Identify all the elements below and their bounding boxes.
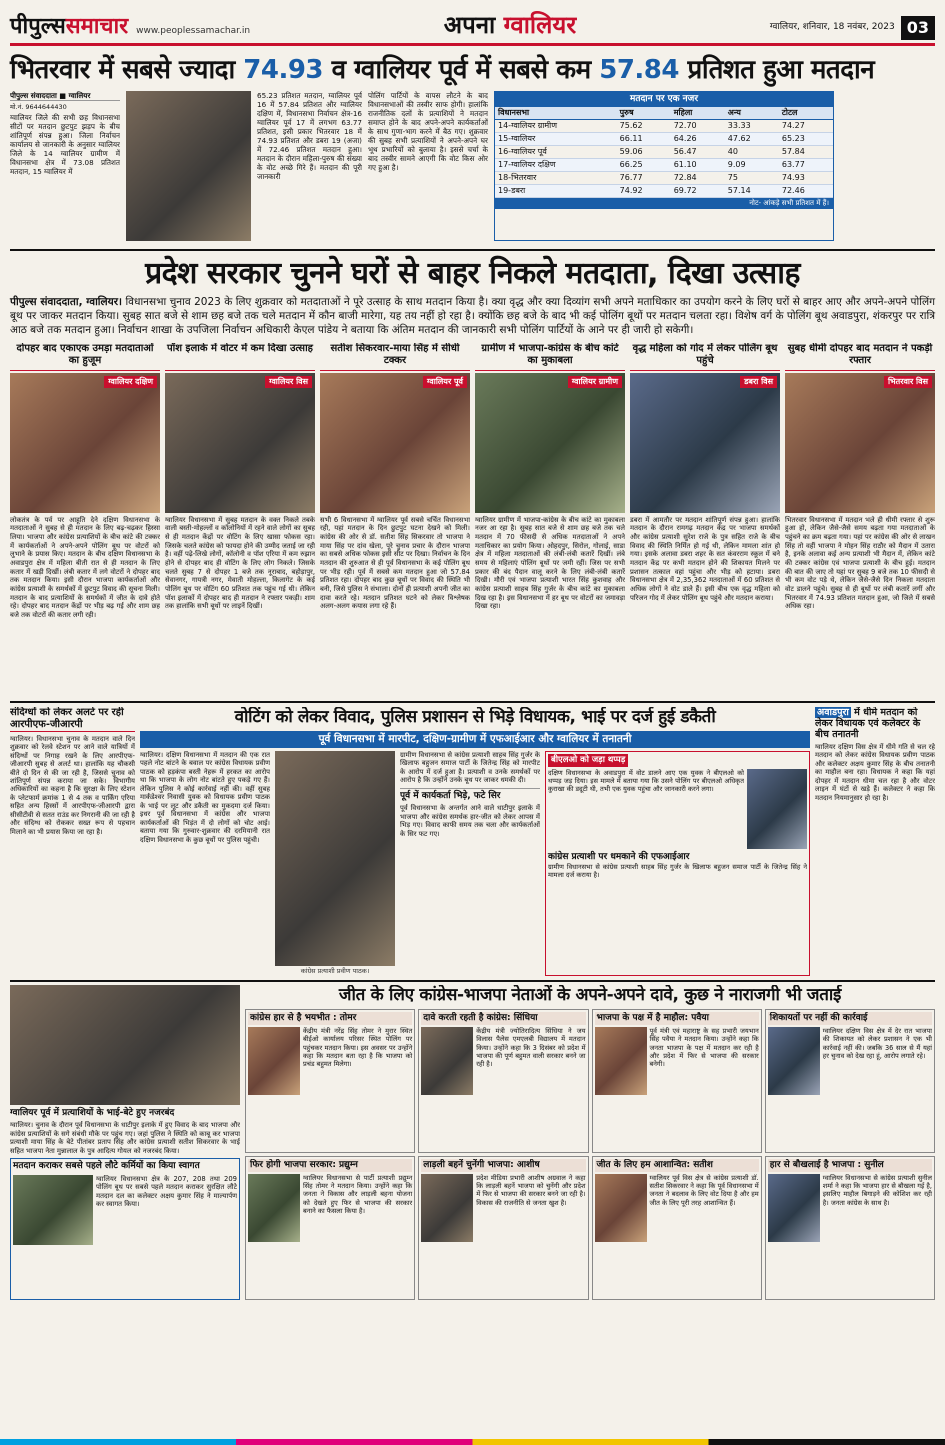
story-gwalior (165, 343, 315, 697)
table-cell: 74.92 (617, 184, 671, 197)
table-cell: 75 (725, 171, 779, 184)
story-tag: ग्वालियर विस (265, 376, 312, 388)
claim-title: लाड़ली बहनें चुनेंगी भाजपा: आशीष (421, 1159, 585, 1172)
claim-text: ग्वालियर पूर्व विस क्षेत्र से कांग्रेस प्रत्याशी डॉ. सतीश सिकरवार ने कहा कि पूर्व विधानसभा में जनता ने बदलाव के लिए वोट दिया है और हम जीत के लिए पूरी तरह आशान्वित हैं। (649, 1173, 759, 1207)
dispute-col1-text: ग्वालियर। दक्षिण विधानसभा में मतदान की एक रात पहले नोट बांटने के बवाल पर कांग्रेस विधायक प्रवीण पाठक को हड़कंपा बस्ती नेहरू में हरकत का आरोप था कि भाजपा के लोग नोट बांटते हुए पकड़े गए हैं। लेकिन पुलिस ने कोई कार्रवाई नहीं की। वहीं सुबह मार्कंडेश्वर निवासी युवक को विधायक प्रवीण पाठक के भाई पर लूट और डकैती का मुकदमा दर्ज किया। इधर पूर्व विधानसभा में कांग्रेस और भाजपा कार्यकर्ताओं की भिड़ंत में दो लोगों को चोट आई। बताया गया कि गुरुवार-शुक्रवार की दरमियानी रात दक्षिण विधानसभा के कुछ बूथों पर पुलिस पहुंची। (140, 750, 270, 844)
main-headline: प्रदेश सरकार चुनने घरों से बाहर निकले मतदाता, दिखा उत्साह (10, 249, 935, 293)
awadpura-place: अवाडपुरा (817, 706, 849, 718)
table-cell: 56.47 (671, 145, 725, 158)
claim-cell (592, 1156, 762, 1300)
claim-cell (592, 1009, 762, 1153)
story-photo (630, 373, 780, 513)
table-row (495, 171, 833, 184)
claims-grid (245, 1009, 935, 1300)
story-tag: डबरा विस (740, 376, 777, 388)
table-cell: 66.11 (617, 132, 671, 145)
table-cell: 9.09 (725, 158, 779, 171)
claim-cell (245, 1009, 415, 1153)
vote-table-header: महिला (671, 107, 725, 120)
story-title: पॉश इलाके में वोटर में कम दिखा उत्साह (165, 343, 315, 371)
vote-table-header: अन्य (725, 107, 779, 120)
main-intro (10, 296, 935, 338)
lead-section (10, 91, 935, 241)
rpf-story (10, 707, 135, 976)
story-photo (165, 373, 315, 513)
table-cell: 15-ग्वालियर (495, 132, 617, 145)
story-title: ग्रामीण में भाजपा-कांग्रेस के बीच कांटे का मुकाबला (475, 343, 625, 371)
detention-photo (10, 985, 240, 1105)
table-cell: 72.46 (779, 184, 833, 197)
claim-title: शिकायतों पर नहीं की कार्रवाई (768, 1012, 932, 1025)
dispute-body (140, 751, 810, 976)
dispute-section (10, 701, 935, 976)
brand-url[interactable]: www.peoplessamachar.in (136, 25, 251, 36)
table-cell: 76.77 (617, 171, 671, 184)
table-row (495, 119, 833, 132)
awadpura-title (815, 707, 935, 741)
blo-slap-row (548, 769, 807, 849)
lead-col-1 (10, 91, 120, 241)
table-cell: 66.25 (617, 158, 671, 171)
table-cell: 72.70 (671, 119, 725, 132)
table-cell: 64.26 (671, 132, 725, 145)
claims-section (10, 980, 935, 1300)
welcome-text: ग्वालियर विधानसभा क्षेत्र के 207, 208 तथा 209 पोलिंग बूथ पर सबसे पहले मतदान कराकर सुरक्षित लौटे मतदान दल का कलेक्टर अक्षय कुमार सिंह ने माल्यार्पण कर स्वागत किया। (96, 1174, 237, 1209)
vote-table-grid (495, 107, 833, 198)
story-title: वृद्ध महिला को गोद में लेकर पोलिंग बूथ पहुंचे (630, 343, 780, 371)
main-intro-byline: पीपुल्स संवाददाता, ग्वालियर। (10, 296, 123, 308)
table-cell: 59.06 (617, 145, 671, 158)
table-cell: 63.77 (779, 158, 833, 171)
date-text: ग्वालियर, शनिवार, 18 नवंबर, 2023 (769, 22, 895, 33)
story-photo (10, 373, 160, 513)
claim-photo (248, 1027, 300, 1095)
claim-cell (418, 1009, 588, 1153)
blo-slap-box (545, 751, 810, 976)
story-title: सुबह धीमी दोपहर बाद मतदान ने पकड़ी रफ्तार (785, 343, 935, 371)
detention-caption: ग्वालियर पूर्व में प्रत्याशियों के भाई-बेटे हुए नजरबंद (10, 1107, 175, 1118)
welcome-photo (13, 1175, 93, 1245)
story-gwalior-east (320, 343, 470, 697)
story-tag: ग्वालियर ग्रामीण (568, 376, 622, 388)
claim-photo (595, 1174, 647, 1242)
claim-cell (245, 1156, 415, 1300)
dispute-story (140, 707, 810, 976)
welcome-row (13, 1175, 237, 1245)
dispute-banner: पूर्व विधानसभा में मारपीट, दक्षिण-ग्रामीण में एफआईआर और ग्वालियर में तनातनी (140, 731, 810, 748)
claim-title: फिर होगी भाजपा सरकार: प्रद्युम्न (248, 1159, 412, 1172)
dispute-col3 (400, 751, 540, 976)
story-tag: ग्वालियर पूर्व (423, 376, 467, 388)
claim-text: प्रदेश मीडिया प्रभारी आशीष अग्रवाल ने कहा कि लाड़ली बहनें भाजपा को चुनेंगी और प्रदेश में फिर से भाजपा की सरकार बनने जा रही है। विकास की राजनीति से जनता खुश है। (476, 1173, 586, 1207)
lead-photo (126, 91, 251, 241)
vote-table-header: टोटल (779, 107, 833, 120)
story-photo (475, 373, 625, 513)
claim-title: हार से बौखलाई है भाजपा : सुनील (768, 1159, 932, 1172)
claim-photo (768, 1174, 820, 1242)
claim-photo (421, 1027, 473, 1095)
vote-table-header: पुरुष (617, 107, 671, 120)
claim-text: ग्वालियर विधानसभा से पार्टी प्रत्याशी प्रद्युम्न सिंह तोमर ने मतदान किया। उन्होंने कहा कि जनता ने विकास और लाड़ली बहना योजना को देखते हुए फिर से भाजपा की सरकार बनाने का फैसला किया है। (303, 1173, 413, 1215)
brand-left: पीपुल्स (10, 12, 66, 39)
dateline (770, 16, 935, 40)
story-gwalior-south (10, 343, 160, 697)
detention-text: ग्वालियर। चुनाव के दौरान पूर्व विधानसभा के धाटीपुर इलाके में हुए विवाद के बाद भाजपा और कांग्रेस प्रत्याशियों के सगे संबंधी मौके पर पहुंच गए। जहां पुलिस ने स्थिति को काबू कर भाजपा प्रत्याशी माया सिंह के बेटे पीतांबर प्रताप सिंह और कांग्रेस प्रत्याशी सतीश सिकरवार के भाई सहित भाजपा नेता मुन्नालाल के पुत्र आदित्य गोयल को नजरबंद किया। (10, 1121, 240, 1155)
table-cell: 72.84 (671, 171, 725, 184)
claim-text: ग्वालियर विधानसभा से कांग्रेस प्रत्याशी सुनील शर्मा ने कहा कि भाजपा हार से बौखला गई है, इसलिए माहौल बिगाड़ने की कोशिश कर रही है। जनता कांग्रेस के साथ है। (822, 1173, 932, 1207)
lead-head-part1: भितरवार में सबसे ज्यादा (10, 55, 235, 85)
section-title (444, 10, 576, 40)
constituency-stories (10, 343, 935, 697)
brand-right: समाचार (65, 12, 129, 39)
fir-text: ग्रामीण विधानसभा से कांग्रेस प्रत्याशी साहब सिंह गुर्जर के खिलाफ बहुजन समाज पार्टी के जितेन्द्र सिंह ने मामला दर्ज कराया है। (548, 862, 807, 880)
table-row (495, 184, 833, 197)
lead-head-part3: प्रतिशत हुआ मतदान (687, 55, 875, 85)
story-title: सतीश सिकरवार-माया सिंह में सीधी टक्कर (320, 343, 470, 371)
table-row (495, 158, 833, 171)
story-text: डबरा में आमतौर पर मतदान शांतिपूर्ण संपन्न हुआ। हालांकि मतदान के दौरान रामगढ़ मतदान केंद्र पर भाजपा समर्थकों और कांग्रेस प्रत्याशी सुरेश राजे के पुत्र सहित राजे के बीच विवाद की स्थिति निर्मित हो गई थी, लेकिन मामला शांत हो गया। इसके अलावा डबरा शहर के सत कंवरराम स्कूल में बने मतदान केंद्र पर कभी मतदान होने की शिकायत मिलने पर प्रशासन तत्काल वहां पहुंचा और भीड़ को हटाया। डबरा विधानसभा क्षेत्र में 2,35,362 मतदाताओं में 60 प्रतिशत से अधिक लोगों ने वोट डाले हैं। इसी बीच एक वृद्ध महिला को परिजन गोद में लेकर पोलिंग बूथ पहुंचे और मतदान कराया। (630, 515, 780, 602)
brand-logo[interactable] (10, 13, 128, 41)
dispute-col3-subhead: पूर्व में कार्यकर्ता भिड़े, फटे सिर (400, 788, 540, 802)
vote-table-header-row (495, 107, 833, 120)
dispute-headline: वोटिंग को लेकर विवाद, पुलिस प्रशासन से भिड़े विधायक, भाई पर दर्ज हुई डकैती (234, 706, 716, 727)
table-cell: 65.23 (779, 132, 833, 145)
story-text: लोकतंत्र के पर्व पर आहूति देने दक्षिण विधानसभा के मतदाताओं ने सुबह से ही मतदान के लिए बढ़-चढ़कर हिस्सा लिया। भाजपा और कांग्रेस प्रत्याशियों के बीच कांटे की टक्कर में कार्यकर्ताओं ने अपने-अपने पोलिंग बूथ पर वोटरों को लुभाने के प्रयास किए। मतदान के बीच दक्षिण विधानसभा के अवाडपुरा क्षेत्र में महिला बीती रात से ही मतदान के लिए कतार में खड़ी दिखीं। लंबी कतार में लगे वोटरों ने दोपहर बाद तक मतदान किया। इसी दौरान भाजपा कार्यकर्ताओं और कांग्रेस प्रत्याशी के समर्थकों में छुटपुट विवाद की सूचना मिली। मतदान के बाद प्रत्याशियों के समर्थकों में जीत के दावे होते रहे। दोपहर बाद मतदान केंद्रों पर भीड़ बढ़ गई और शाम छह बजे तक वोटरों की कतार लगी रही। (10, 515, 160, 620)
lead-col3-text: पोलिंग पार्टियों के वापस लौटने के बाद विधानसभाओं की तस्वीर साफ होगी। हालांकि राजनीतिक दलों के प्रत्याशियों ने मतदान समाप्त होने के बाद अपने-अपने कार्यकर्ताओं के साथ गुणा-भाग करने में बैठ गए। शुक्रवार की सुबह सभी प्रत्याशियों ने अपने-अपने घर भूथ प्रभारियों को बुलाया है। इससे चर्चा के बाद तस्वीर सामने आएगी कि वोट किस ओर गए हुआ है। (368, 90, 488, 172)
dispute-col3-text: ग्रामीण विधानसभा से कांग्रेस प्रत्याशी साहब सिंह गुर्जर के खिलाफ बहुजन समाज पार्टी के जितेन्द्र सिंह को मारपीट के आरोप में दर्ज हुआ है। प्रत्याशी व उनके समर्थकों पर आरोप है कि उन्होंने उनके बूथ पर जाकर धमकी दी। (400, 750, 540, 785)
lead-head-part2: व ग्वालियर पूर्व में सबसे कम (331, 55, 591, 85)
claim-text: पूर्व मंत्री एवं महाराष्ट्र के सह प्रभारी जयभान सिंह पवैया ने मतदान किया। उन्होंने कहा कि जनता भाजपा के पक्ष में मतदान कर रही है और प्रदेश में फिर से भाजपा की सरकार बनेगी। (649, 1027, 759, 1069)
table-row (495, 145, 833, 158)
table-cell: 57.84 (779, 145, 833, 158)
vote-table-title: मतदान पर एक नजर (495, 92, 833, 107)
story-text: ग्वालियर ग्रामीण में भाजपा-कांग्रेस के बीच कांटे का मुकाबला नजर आ रहा है। सुबह सात बजे से शाम छह बजे तक चले मतदान में 70 फीसदी से अधिक मतदाताओं ने अपने मताधिकार का प्रयोग किया। ओहदपुर, सिरोल, गोलाई, साडा क्षेत्र में महिला मतदाताओं की लंबी-लंबी कतारें दिखीं। लंबे समय से महिलाएं पोलिंग बूथों पर जमी रहीं। जिस पर सभी प्रकार की बंद पैदान वालू करने के लिए लंबी-लंबी कतारें दिखी। मौरी एवं भाजपा प्रत्याशी भारत सिंह कुशवाह और कांग्रेस प्रत्याशी साहब सिंह गुर्जर के बीच कांटे का मुकाबला दिख रहा है। इस विधानसभा में हर बूथ पर वोटरों का जमावड़ा दिखा रहा। (475, 515, 625, 611)
blo-slap-photo (747, 769, 807, 849)
blo-slap-text: दक्षिण विधानसभा के अवाडपुरा में वोट डालने आए एक युवक ने बीएलओ को थप्पड़ जड़ दिया। इस मामले में बताया गया कि उसने पोलिंग पर बीएलओ अधिकृत कुराखा की ड्यूटी थी, तभी एक युवक पहुंचा और जानकारी करने लगा। (548, 768, 744, 794)
story-text: ग्वालियर विधानसभा में सुबह मतदान के वक्त निकले तबके वाली बस्ती-मोहल्लों व कॉलोनियों में रहने वाले लोगों का सुबह से ही मतदान केंद्रों पर वोटिंग के लिए खासा फोकस रहा। जिसके चलते कांग्रेस को फायदा होने की उम्मीद जताई जा रही है। वहीं पढ़े-लिखे लोगों, कॉलोनी व पॉश एरिया में कम रुझान होने से दोपहर बाद ही वोटिंग के लिए लोग निकले। जिसके चलते सुबह 7 से दोपहर 1 बजे तक नूराबाद, बहोड़ापुर, सेवानगर, गायत्री नगर, मेवाती मोहल्ला, किलागेट के कई पोलिंग बूथ पर वोटिंग 60 प्रतिशत तक पहुंच गई थी। लेकिन पॉश इलाकों में दोपहर बाद ही मतदान ने रफ्तार पकड़ी। शाम तक हालांकि सभी बूथों पर लाइनें दिखीं। (165, 515, 315, 611)
awadpura-title-text: में धीमे मतदान को लेकर विधायक एवं कलेक्टर के बीच तनातनी (815, 706, 921, 741)
claim-text: केंद्रीय मंत्री ज्योतिरादित्य सिंधिया ने जय विलास पैलेस एमएलबी विद्यालय में मतदान किया। उन्होंने कहा कि 3 दिसंबर को प्रदेश में भाजपा की पूर्ण बहुमत वाली सरकार बनने जा रही है। (476, 1027, 586, 1069)
table-cell: 40 (725, 145, 779, 158)
story-text: भितरवार विधानसभा में मतदान भले ही धीमी रफ्तार से शुरू हुआ हो, लेकिन जैसे-जैसे समय बढ़ता गया मतदाताओं के पहुंचने का क्रम बढ़ता गया। यहां पर कांग्रेस की ओर से लाखन सिंह तो वहीं भाजपा ने मोहन सिंह राठौर को मैदान में उतारा है, इनके अलावा कई अन्य प्रत्याशी भी मैदान में, लेकिन कांटे की टक्कर कांग्रेस एवं भाजपा प्रत्याशी के बीच हुई। मतदान की बात की जाए तो यहां पर सुबह 9 बजे तक 10 फीसदी से भी कम वोट पड़े थे, लेकिन जैसे-जैसे दिन निकला मतदाता वोट डालने पहुंचे। सुबह से ही बूथों पर लंबी कतारें लगीं और भितरवार में 74.93 प्रतिशत मतदान हुआ, जो जिले में सबसे अधिक रहा। (785, 515, 935, 611)
claim-photo (595, 1027, 647, 1095)
table-row (495, 132, 833, 145)
fir-subhead: कांग्रेस प्रत्याशी पर धमकाने की एफआईआर (548, 851, 690, 862)
main-intro-text: विधानसभा चुनाव 2023 के लिए शुक्रवार को मतदाताओं ने पूरे उत्साह के साथ मतदान किया है। क्या वृद्ध और क्या दिव्यांग सभी अपने मताधिकार का उपयोग करने के लिए घरों से बाहर आए और अपने-अपने पोलिंग बूथ पर जाकर मतदान किया। सुबह सात बजे से शाम छह बजे तक चले मतदान में कौन बाजी मारेगा, यह तय नहीं हो रहा है। क्योंकि छह बजे के बाद भी कई पोलिंग बूथों पर मतदान चलता रहा। विशेष वर्ग के पोलिंग बूथ अवाडपुरा, शंकरपुर पर रात्रि आठ बजे तक मतदान हुआ। निर्वाचन शाखा के उपजिला निर्वाचन अधिकारी केएल पांडेय ने बताया कि अंतिम मतदान की जानकारी सभी पोलिंग पार्टियों के आने पर ही जारी हो सकेगी। (10, 296, 935, 336)
story-bhitarwar (785, 343, 935, 697)
claim-text: ग्वालियर दक्षिण विस क्षेत्र में देर रात भाजपा की शिकायत को लेकर प्रशासन ने एक भी कार्रवाई नहीं की। जबकि 36 साल से मैं यहां हर चुनाव को देख रहा हूं, आरोप लगाते रहे। (822, 1027, 932, 1060)
dispute-photo (275, 751, 395, 966)
table-cell: 16-ग्वालियर पूर्व (495, 145, 617, 158)
claims-main (245, 985, 935, 1300)
masthead (10, 6, 935, 46)
claim-cell (765, 1156, 935, 1300)
awadpura-text: ग्वालियर दक्षिण विस क्षेत्र में धीमे गति से चल रहे मतदान को लेकर कांग्रेस विधायक प्रवीण पाठक और कलेक्टर अक्षय कुमार सिंह के बीच तनातनी का माहौल बना रहा। विधायक ने कहा कि यहां दोपहर में मतदान धीमा चल रहा है और वोटर लाइन में घंटों से खड़े हैं। कलेक्टर ने कहा कि मतदान नियमानुसार हो रहा है। (815, 742, 935, 802)
table-cell: 18-भितरवार (495, 171, 617, 184)
welcome-box (10, 1158, 240, 1299)
dispute-col3-text2: पूर्व विधानसभा के अन्तर्गत आने वाले धाटीपुर इलाके में भाजपा और कांग्रेस समर्थक हार-जीत को लेकर आपस में भिड़ गए। विवाद काफी समय तक चला और कार्यकर्ताओं के सिर फट गए। (400, 804, 540, 838)
dispute-photo-caption: कांग्रेस प्रत्याशी प्रवीण पाठक। (300, 966, 370, 975)
lead-byline: पीपुल्स संवाददाता ■ ग्वालियर (10, 91, 120, 101)
story-tag: भितरवार विस (884, 376, 932, 388)
table-cell: 61.10 (671, 158, 725, 171)
blo-slap-tag: बीएलओ को जड़ा थप्पड़ (548, 754, 628, 767)
claim-photo (421, 1174, 473, 1242)
welcome-title: मतदान कराकर सबसे पहले लौटे कर्मियों का किया स्वागत (13, 1161, 200, 1172)
claim-title: जीत के लिए हम आशान्वित: सतीश (595, 1159, 759, 1172)
story-text: सभी 6 विधानसभा में ग्वालियर पूर्व सबसे चर्चित विधानसभा रही, यहां मतदान के दिन छुटपुट घटना देखने को मिली। कांग्रेस की ओर से डॉ. सतीश सिंह सिकरवार तो भाजपा ने माया सिंह पर दांव खेला, पूरे चुनाव प्रचार के दौरान भाजपा का सबसे अधिक फोकस इसी सीट पर दिखा। निर्वाचन के दिन मतदान की शुरुआत से ही पूर्व विधानसभा के कई पोलिंग बूथ पर भीड़ रही। पूर्व में सबसे कम मतदान हुआ जो 57.84 प्रतिशत रहा। दोपहर बाद कुछ बूथों पर विवाद की स्थिति भी बनी, जिसे पुलिस ने संभाला। दोनों ही प्रत्याशी अपनी जीत का दावा करते रहे। मतदान प्रतिशत घटने को लेकर विश्लेषक अलग-अलग कयास लगा रहे हैं। (320, 515, 470, 611)
lead-head-num2: 57.84 (599, 55, 679, 85)
story-photo (785, 373, 935, 513)
story-photo (320, 373, 470, 513)
claim-title: दावे करती रहती है कांग्रेस: सिंधिया (421, 1012, 585, 1025)
table-cell: 14-ग्वालियर ग्रामीण (495, 119, 617, 132)
lead-headline (10, 54, 935, 87)
table-cell: 69.72 (671, 184, 725, 197)
table-cell: 74.93 (779, 171, 833, 184)
claim-title: भाजपा के पक्ष में है माहौल: पवैया (595, 1012, 759, 1025)
table-cell: 57.14 (725, 184, 779, 197)
claim-cell (765, 1009, 935, 1153)
claims-headline: जीत के लिए कांग्रेस-भाजपा नेताओं के अपने-अपने दावे, कुछ ने नाराजगी भी जताई (338, 984, 842, 1005)
rpf-story-text: ग्वालियर। विधानसभा चुनाव के मतदान वाले दिन शुक्रवार को रेलवे स्टेशन पर आने वाले यात्रियों में संदिग्धों पर निगाह रखने के लिए आरपीएफ-जीआरपी सुबह से अलर्ट था। हालांकि यह चौकसी बीते दो दिन से की जा रही है, जिससे चुनाव को शांतिपूर्ण संपन्न कराया जा सके। विभागीय अधिकारियों का कहना है कि सुरक्षा के लिए स्टेशन के प्लेटफार्म क्रमांक 1 से 4 तक व पार्किंग एरिया सहित अन्य हिस्सों में आरपीएफ-जीआरपी द्वारा सीसीटीवी से सतत राउंड कर निगरानी की जा रही है और संदिग्ध को रोककर सख्त रूप से पहचान मिलाने का भी प्रयास किया जा रहा है। (10, 734, 135, 836)
lead-head-num1: 74.93 (243, 55, 324, 85)
lead-contact: मो.नं. 9644644430 (10, 102, 67, 111)
claim-photo (248, 1174, 300, 1242)
detention-story (10, 985, 240, 1300)
claim-cell (418, 1156, 588, 1300)
table-cell: 47.62 (725, 132, 779, 145)
lead-col2-text: 65.23 प्रतिशत मतदान, ग्वालियर पूर्व 16 में 57.84 प्रतिशत और ग्वालियर दक्षिण में, विधानसभा निर्वाचन क्षेत्र-16 ग्वालियर पूर्व 17 में लगभग 63.77 प्रतिशत, इसी प्रकार भितरवार 18 में 74.93 प्रतिशत और डबरा 19 (अजा) में 72.46 प्रतिशत मतदान हुआ। मतदान के दौरान महिला-पुरुष की संख्या के वोट अच्छे गिरे हैं। मतदान की पूरी जानकारी (257, 90, 362, 181)
story-dabra (630, 343, 780, 697)
story-gwalior-rural (475, 343, 625, 697)
story-title: दोपहर बाद एकाएक उमड़ा मतदाताओं का हुजूम (10, 343, 160, 371)
dispute-photo-block (275, 751, 395, 976)
vote-table (494, 91, 834, 241)
table-cell: 19-डबरा (495, 184, 617, 197)
color-registration-strip (0, 1439, 945, 1445)
story-tag: ग्वालियर दक्षिण (104, 376, 157, 388)
lead-col1-text: ग्वालियर जिले की सभी छह विधानसभा सीटों पर मतदान छुटपुट झड़प के बीच शांतिपूर्ण संपन्न हुआ। जिला निर्वाचन कार्यालय से जानकारी के अनुसार ग्वालियर जिले के 14 ग्वालियर ग्रामीण में विधानसभा क्षेत्र में 73.08 प्रतिशत मतदान, 15 ग्वालियर में (10, 112, 120, 176)
awadpura-story (815, 707, 935, 976)
page-number: 03 (901, 16, 935, 40)
table-cell: 17-ग्वालियर दक्षिण (495, 158, 617, 171)
brand (10, 13, 250, 41)
vote-table-header: विधानसभा (495, 107, 617, 120)
claim-photo (768, 1027, 820, 1095)
table-cell: 74.27 (779, 119, 833, 132)
rpf-story-title: संदिग्धों को लेकर अलर्ट पर रही आरपीएफ-जीआरपी (10, 707, 135, 732)
claim-title: कांग्रेस हार से है भयभीत : तोमर (248, 1012, 412, 1025)
claim-text: केंद्रीय मंत्री नरेंद्र सिंह तोमर ने मुरार स्थित बीईओ कार्यालय परिसर स्थित पोलिंग पर पहुंचकर मतदान किया। इस अवसर पर उन्होंने कहा कि मतदान बता रहा है कि भाजपा को प्रचंड बहुमत मिलेगा। (303, 1027, 413, 1069)
vote-table-note: नोट- आंकड़े सभी प्रतिशत में हैं। (495, 198, 833, 209)
section-prefix: अपना (443, 10, 496, 39)
table-cell: 33.33 (725, 119, 779, 132)
section-name: ग्वालियर (503, 10, 577, 39)
table-cell: 75.62 (617, 119, 671, 132)
